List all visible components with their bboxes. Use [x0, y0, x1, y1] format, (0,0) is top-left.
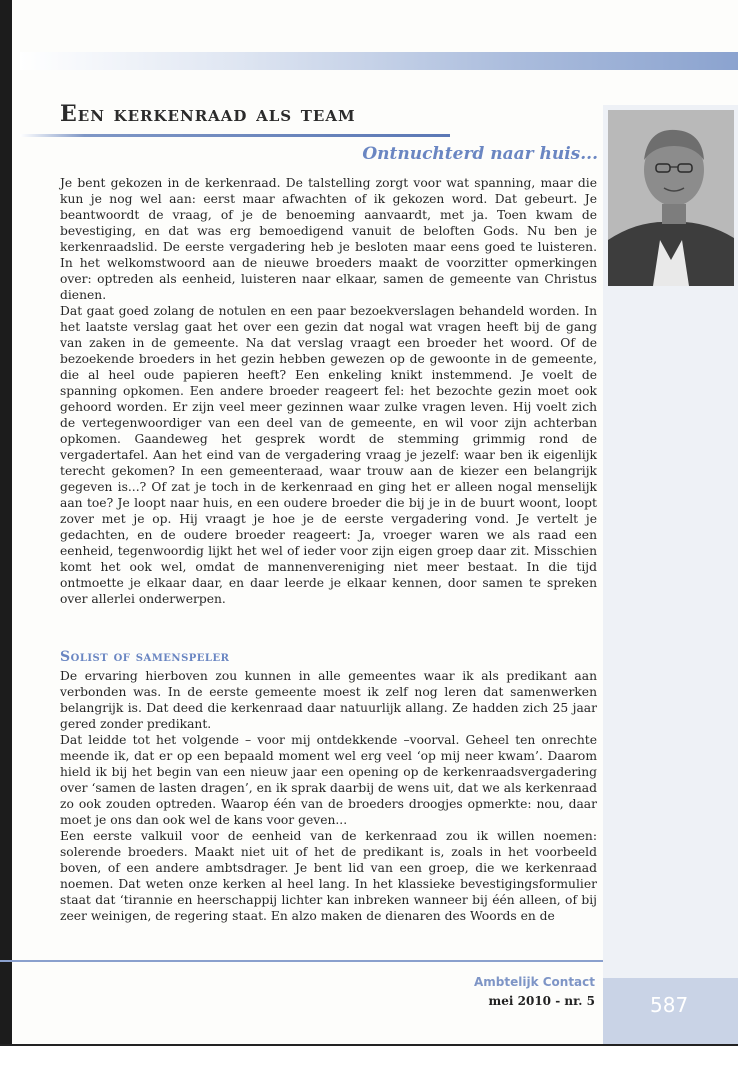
intro-text-block: [60, 175, 597, 607]
portrait-illustration: [608, 110, 734, 286]
scan-edge-bottom: [0, 1046, 738, 1068]
issue-date: mei 2010 - nr. 5: [488, 994, 595, 1008]
article-subtitle: Ontnuchterd naar huis...: [362, 144, 598, 164]
magazine-name: Ambtelijk Contact: [473, 975, 595, 989]
page-number: 587: [650, 993, 689, 1017]
paragraph: Dat leidde tot het volgende – voor mij ontdekkende –voorval. Geheel ten onrechte meende ik, dat er op een bepaald moment wel erg veel ‘op mij neer kwam’. Daarom hield ik bij het begin van een nieuw jaar een opening op de kerkenraadsvergadering over ‘samen de lasten dragen’, en ik sprak daarbij de wens uit, dat we als kerkenraad zo ook zouden optreden. Waarop één van de broeders droogjes opmerkte: nou, daar moet je ons dan ook wel de kans voor geven...: [60, 733, 597, 827]
title-underline: [20, 134, 450, 137]
scan-edge-left: [0, 0, 12, 1068]
section-text-block: [60, 668, 597, 924]
article-title: Een kerkenraad als team: [60, 101, 356, 127]
paragraph: Je bent gekozen in de kerkenraad. De talstelling zorgt voor wat spanning, maar die kun je nog wel aan: eerst maar afwachten of ik gekozen word. Dat gebeurt. Je beantwoordt de vraag, of je de benoeming aanvaardt, met ja. Toen kwam de bevestiging, en dat was erg bemoedigend vanuit de beloften Gods. Nu ben je kerkenraadslid. De eerste vergadering heb je besloten maar eens goed te luisteren. In het welkomstwoord aan de nieuwe broeders maakt de voorzitter opmerkingen over: optreden als eenheid, luisteren naar elkaar, samen de gemeente van Christus dienen.: [60, 176, 597, 302]
paragraph: De ervaring hierboven zou kunnen in alle gemeentes waar ik als predikant aan verbonden was. In de eerste gemeente moest ik zelf nog leren dat samenwerken belangrijk is. Dat deed die kerkenraad daar natuurlijk allang. Ze hadden zich 25 jaar gered zonder predikant.: [60, 669, 597, 731]
footer-divider: [0, 960, 603, 962]
top-color-band: [20, 52, 738, 70]
paragraph: Dat gaat goed zolang de notulen en een paar bezoekverslagen behandeld worden. In het laatste verslag gaat het over een gezin dat nogal wat vragen heeft bij de gang van zaken in de gemeente. Na dat verslag vraagt een broeder het woord. Of de bezoekende broeders in het gezin hebben gewezen op de gewoonte in de gemeente, die al heel oude papieren heeft? Een enkeling knikt instemmend. Je voelt de spanning opkomen. Een andere broeder reageert fel: het bezochte gezin moet ook gehoord worden. Er zijn veel meer gezinnen waar zulke vragen leven. Hij voelt zich de vertegenwoordiger van een deel van de gemeente, en wil voor zijn achterban opkomen. Gaandeweg het gesprek wordt de stemming grimmig rond de vergadertafel. Aan het eind van de vergadering vraag je jezelf: waar ben ik eigenlijk terecht gekomen? In een gemeenteraad, waar trouw aan de kiezer een belangrijk gegeven is...? Of zat je toch in de kerkenraad en ging het er alleen nogal menselijk aan toe? Je loopt naar huis, en een oudere broeder die bij je in de buurt woont, loopt zover met je op. Hij vraagt je hoe je de eerste vergadering vond. Je vertelt je gedachten, en de oudere broeder reageert: Ja, vroeger waren we als raad een eenheid, tegenwoordig lijkt het wel of ieder voor zijn eigen groep daar zit. Misschien komt het ook wel, omdat de mannenvereniging niet meer bestaat. In die tijd ontmoette je elkaar daar, en daar leerde je elkaar kennen, door samen te spreken over allerlei onderwerpen.: [60, 304, 597, 606]
section-heading: Solist of samenspeler: [60, 649, 230, 665]
paragraph: Een eerste valkuil voor de eenheid van de kerkenraad zou ik willen noemen: solerende broeders. Maakt niet uit of het de predikant is, zoals in het voorbeeld boven, of een andere ambtsdrager. Je bent lid van een groep, die we kerkenraad noemen. Dat weten onze kerken al heel lang. In het klassieke bevestigingsformulier staat dat ‘tirannie en heerschappij lichter kan inbreken wanneer bij één alleen, of bij zeer weinigen, de regering staat. En alzo maken de dienaren des Woords en de: [60, 829, 597, 923]
portrait-photo: [608, 110, 734, 286]
